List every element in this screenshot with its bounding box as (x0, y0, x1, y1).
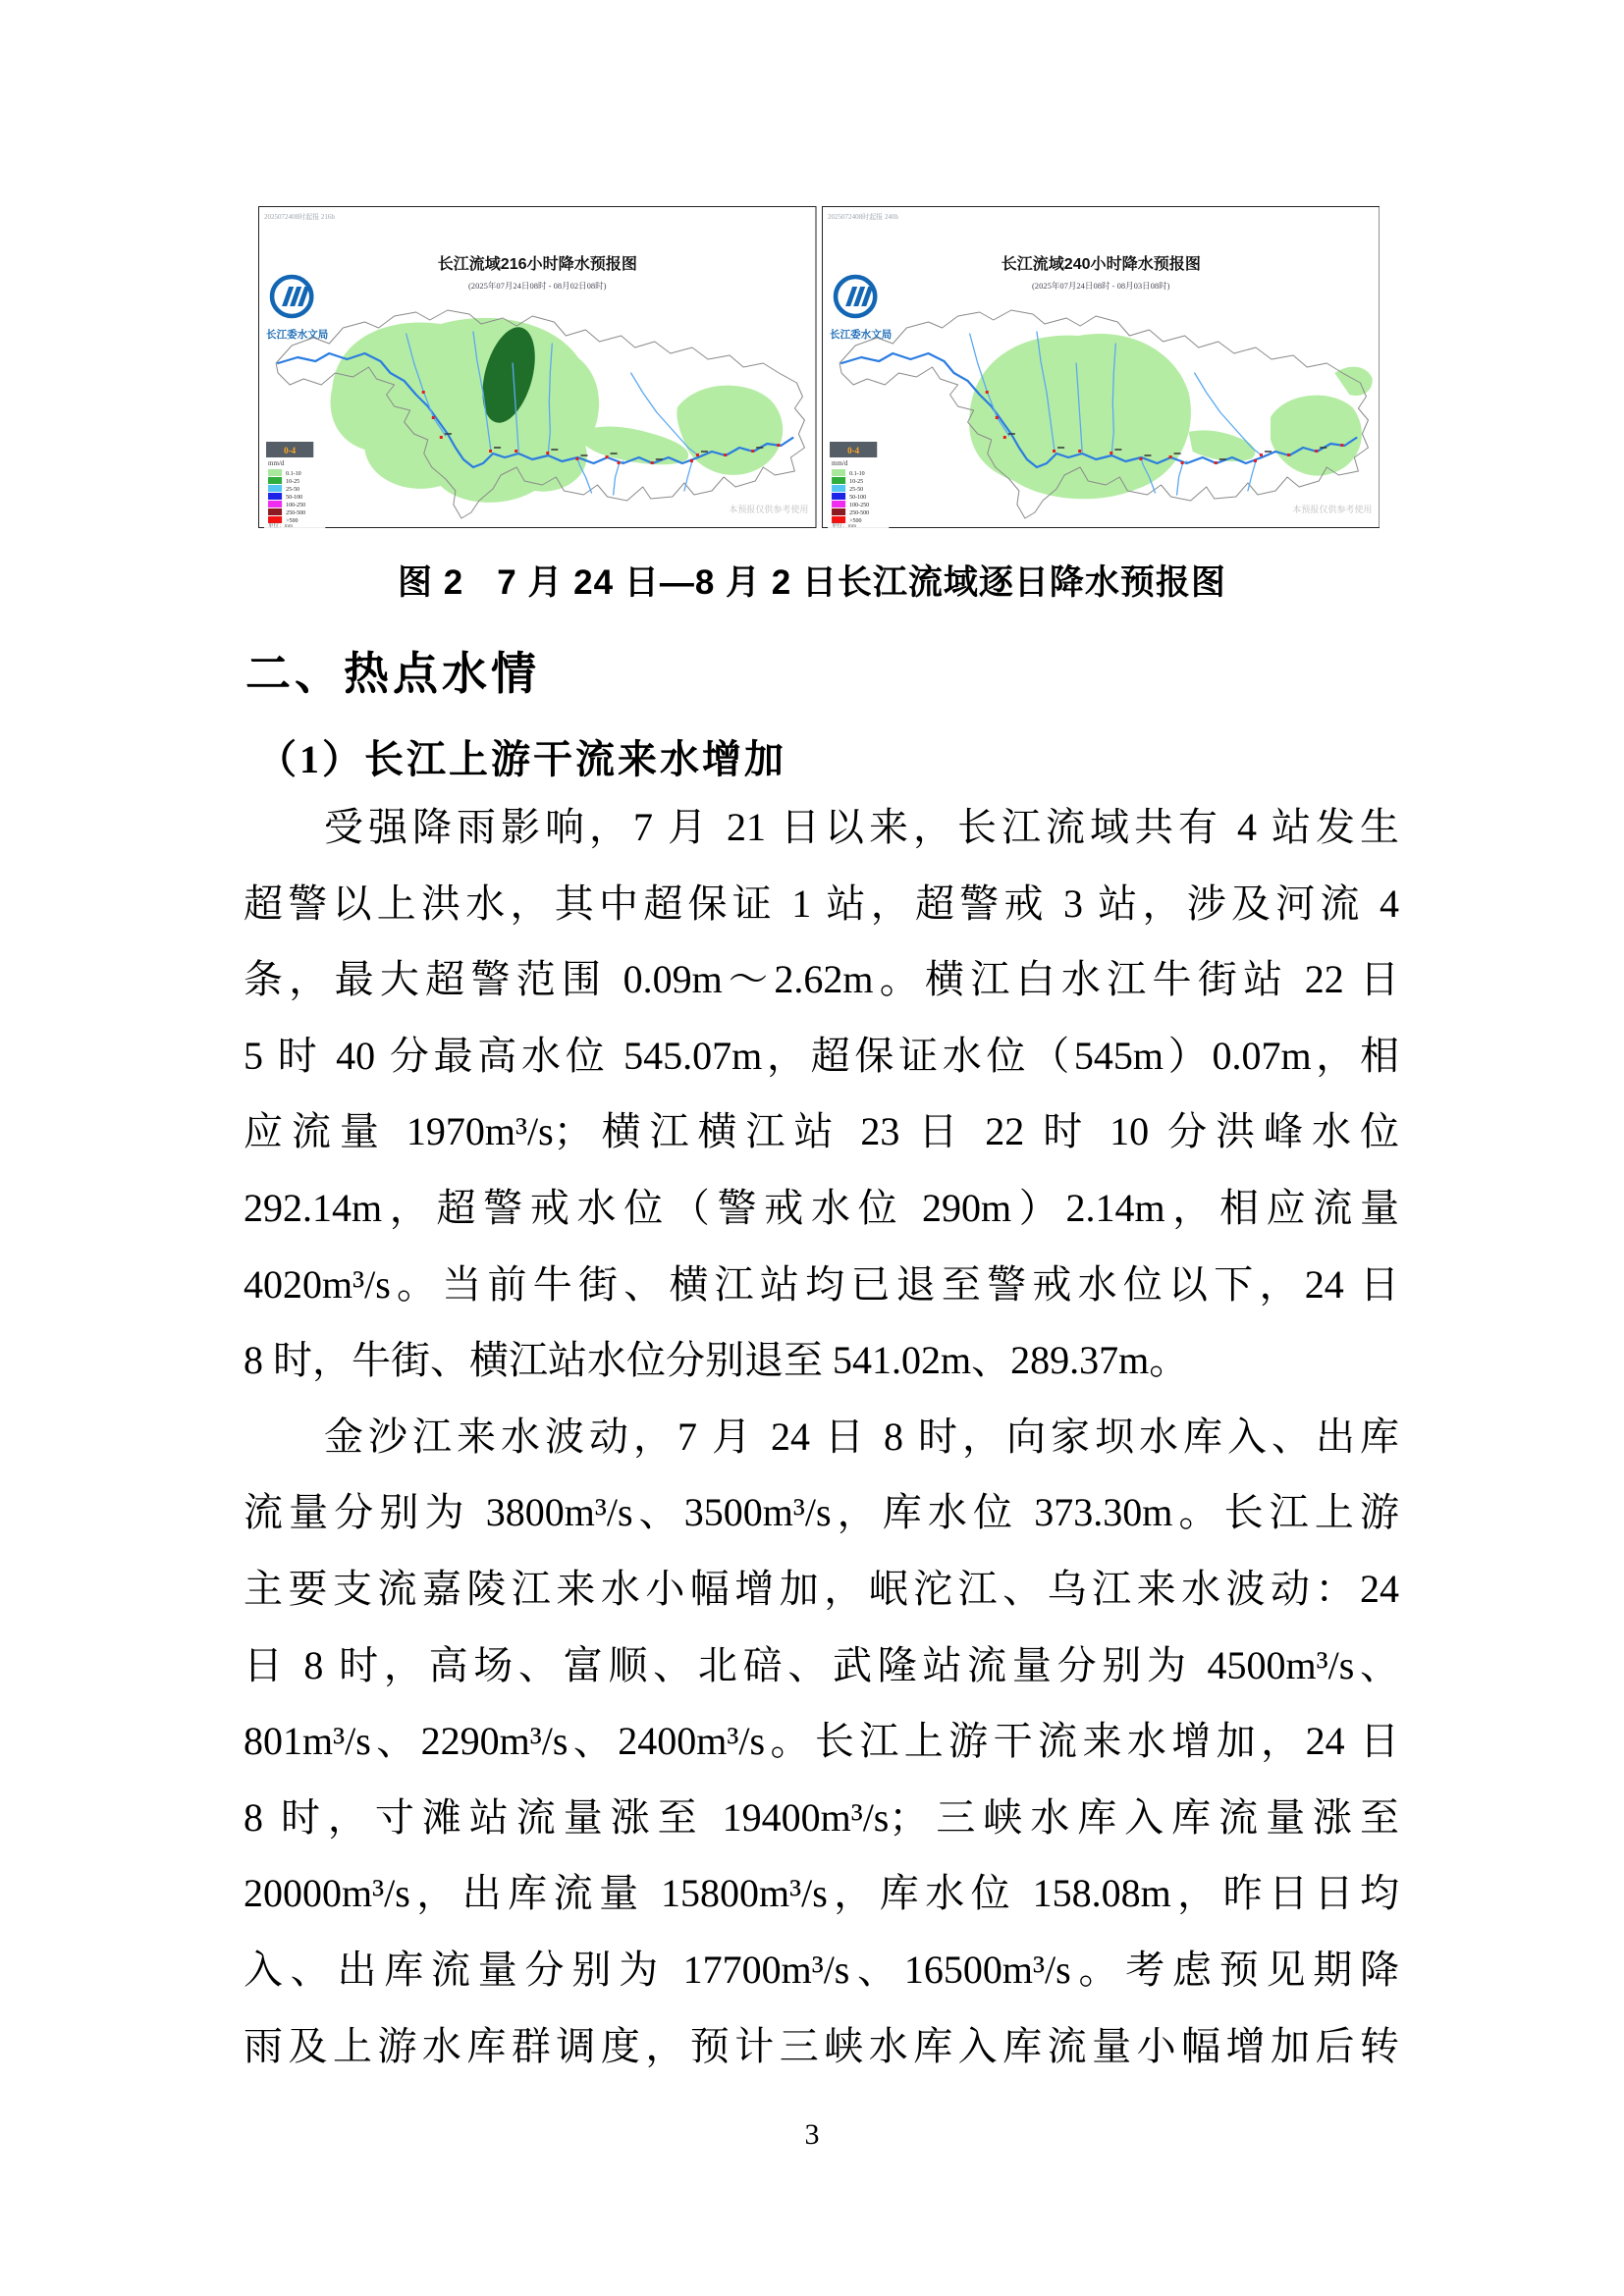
figure-caption-label: 图 2 (398, 563, 464, 602)
body-line: 雨及上游水库群调度，预计三峡水库入库流量小幅增加后转 (244, 2023, 1399, 2068)
body-line: 应流量 1970m³/s；横江横江站 23 日 22 时 10 分洪峰水位 (244, 1109, 1399, 1154)
svg-text:100-250: 100-250 (848, 503, 869, 508)
svg-text:10-25: 10-25 (848, 479, 863, 485)
map-title: 长江流域240小时降水预报图 (1001, 255, 1201, 273)
map-agency-label: 长江委水文局 (829, 330, 892, 341)
cwrc-logo-icon (836, 277, 875, 316)
map-watermark: 本预报仅供参考使用 (1291, 505, 1372, 514)
section-subheading: （1）长江上游干流来水增加 (257, 737, 786, 781)
map-240h (822, 206, 1380, 528)
map-subtitle: (2025年07月24日08时 - 08月02日08时) (467, 281, 607, 291)
body-line: 超警以上洪水，其中超保证 1 站，超警戒 3 站，涉及河流 4 (244, 881, 1399, 926)
figure-caption (0, 556, 1624, 605)
legend-footer: 单位：mm (831, 523, 856, 528)
svg-text:100-250: 100-250 (286, 503, 306, 508)
legend-unit: mm/d (831, 459, 847, 467)
svg-text:0.1-10: 0.1-10 (848, 471, 865, 477)
body-line: 8 时，牛街、横江站水位分别退至 541.02m、289.37m。 (244, 1338, 1189, 1383)
body-line: 8 时，寸滩站流量涨至 19400m³/s；三峡水库入库流量涨至 (244, 1794, 1399, 1840)
body-line: 801m³/s、2290m³/s、2400m³/s。长江上游干流来水增加，24 日 (244, 1719, 1399, 1764)
svg-text:250-500: 250-500 (848, 510, 869, 516)
body-line: 金沙江来水波动，7 月 24 日 8 时，向家坝水库入、出库 (324, 1414, 1399, 1459)
body-line: 4020m³/s。当前牛街、横江站均已退至警戒水位以下，24 日 (244, 1261, 1399, 1307)
body-line: 流量分别为 3800m³/s、3500m³/s，库水位 373.30m。长江上游 (244, 1490, 1399, 1535)
body-line: 主要支流嘉陵江来水小幅增加，岷沱江、乌江来水波动：24 (244, 1566, 1399, 1611)
map-agency-label: 长江委水文局 (266, 330, 329, 341)
cwrc-logo-icon (272, 277, 311, 316)
legend-footer: 单位：mm (268, 523, 294, 528)
figure-precipitation-maps (258, 206, 1380, 528)
map-216h-canvas (258, 206, 817, 528)
legend-header: 0-4 (846, 446, 859, 455)
body-line: 20000m³/s，出库流量 15800m³/s，库水位 158.08m，昨日日均 (244, 1871, 1399, 1916)
map-watermark: 本预报仅供参考使用 (729, 505, 809, 514)
legend-header: 0-4 (284, 446, 297, 455)
map-corner-note: 2025072408时起报 240h (827, 213, 898, 221)
svg-text:25-50: 25-50 (848, 487, 863, 493)
map-240h-canvas (822, 206, 1380, 528)
map-title: 长江流域216小时降水预报图 (437, 255, 637, 273)
svg-text:>500: >500 (286, 518, 298, 524)
map-216h (258, 206, 817, 528)
body-line: 5 时 40 分最高水位 545.07m，超保证水位（545m）0.07m，相 (244, 1033, 1399, 1078)
svg-text:>500: >500 (848, 518, 862, 524)
svg-text:50-100: 50-100 (286, 495, 303, 501)
page-number: 3 (804, 2118, 820, 2151)
body-line: 292.14m，超警戒水位（警戒水位 290m）2.14m，相应流量 (244, 1185, 1399, 1230)
body-line: 入、出库流量分别为 17700m³/s、16500m³/s。考虑预见期降 (244, 1947, 1399, 1992)
legend-unit: mm/d (268, 459, 285, 467)
map-corner-note: 2025072408时起报 216h (264, 213, 335, 221)
map-legend (264, 438, 325, 528)
map-subtitle: (2025年07月24日08时 - 08月03日08时) (1031, 281, 1170, 291)
svg-text:250-500: 250-500 (286, 510, 306, 516)
body-line: 日 8 时，高场、富顺、北碚、武隆站流量分别为 4500m³/s、 (244, 1642, 1399, 1687)
body-line: 条，最大超警范围 0.09m～2.62m。横江白水江牛街站 22 日 (244, 957, 1399, 1002)
svg-text:50-100: 50-100 (848, 495, 866, 501)
body-text (244, 789, 1399, 2084)
map-legend (828, 438, 889, 528)
figure-caption-text: 7 月 24 日—8 月 2 日长江流域逐日降水预报图 (497, 563, 1226, 602)
svg-text:0.1-10: 0.1-10 (286, 471, 301, 477)
svg-text:10-25: 10-25 (286, 479, 300, 485)
body-line: 受强降雨影响，7 月 21 日以来，长江流域共有 4 站发生 (324, 805, 1399, 849)
svg-text:25-50: 25-50 (286, 487, 300, 493)
section-heading: 二、热点水情 (245, 648, 540, 699)
